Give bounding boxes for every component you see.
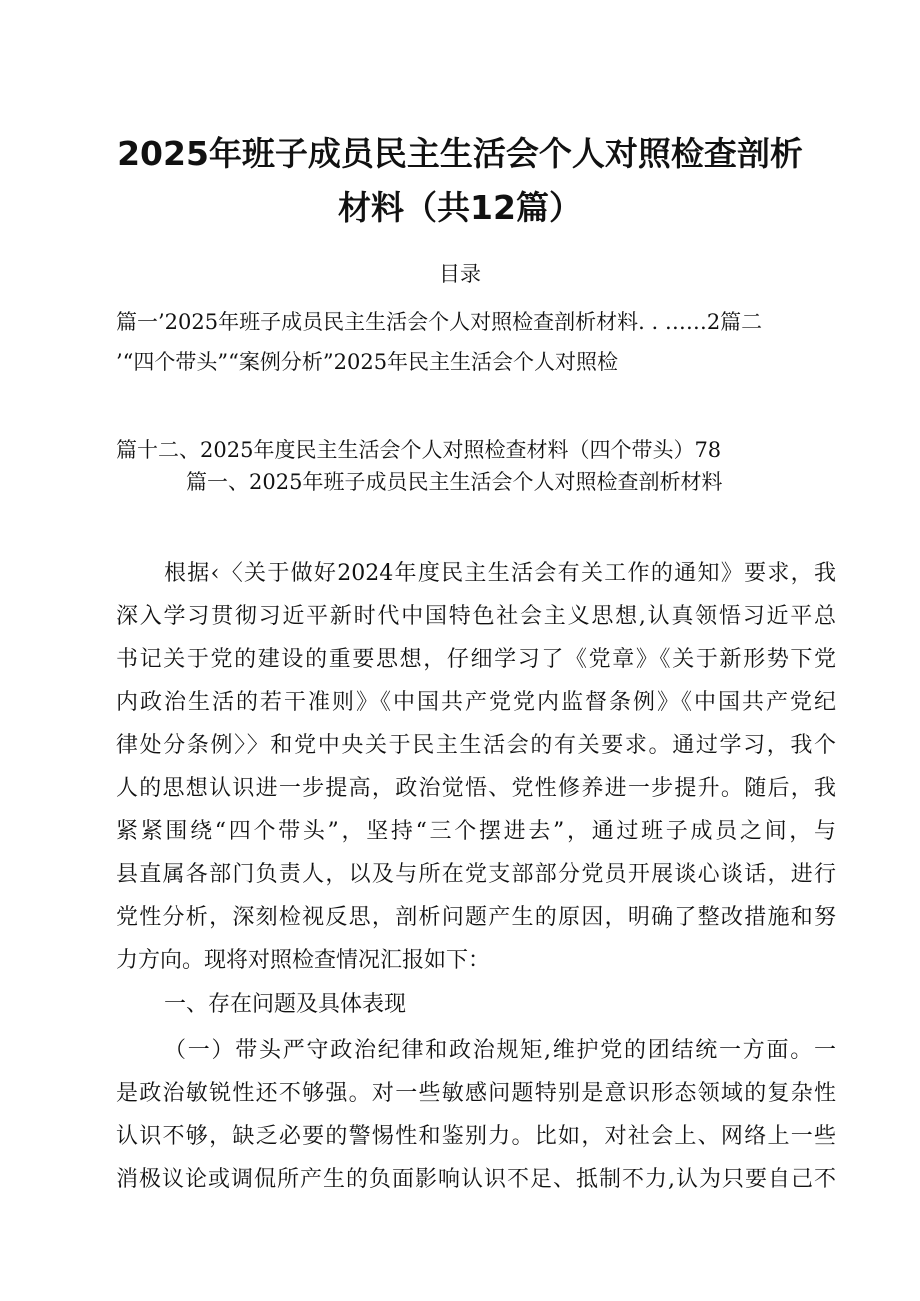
- document-title-line-1: 2025年班子成员民主生活会个人对照检查剖析: [117, 134, 803, 173]
- paragraph-line: 是政治敏锐性还不够强。对一些敏感问题特别是意识形态领域的复杂性: [116, 1081, 836, 1106]
- section-heading-1: 一、存在问题及具体表现: [164, 992, 407, 1017]
- paragraph-line: 律处分条例〉〉和党中央关于民主生活会的有关要求。通过学习，我个: [116, 733, 836, 758]
- toc-heading: 目录: [439, 262, 481, 286]
- toc-entry-line-1: 篇一’2025年班子成员民主生活会个人对照检查剖析材料. . ……2篇二: [116, 310, 763, 334]
- paragraph-line: 消极议论或调侃所产生的负面影响认识不足、抵制不力,认为只要自己不: [116, 1167, 836, 1192]
- paragraph-line: 书记关于党的建设的重要思想，仔细学习了《党章》《关于新形势下党: [116, 647, 836, 672]
- paragraph-line: 党性分析，深刻检视反思，剖析问题产生的原因，明确了整改措施和努: [116, 905, 836, 930]
- paragraph-line: 根据‹〈关于做好2024年度民主生活会有关工作的通知》要求，我: [164, 561, 836, 586]
- paragraph-line: 内政治生活的若干准则》《中国共产党党内监督条例》《中国共产党纪: [116, 690, 836, 715]
- toc-entry-line-3: 篇十二、2025年度民主生活会个人对照检查材料（四个带头）78: [116, 438, 722, 462]
- paragraph-line: 人的思想认识进一步提高，政治觉悟、党性修养进一步提升。随后，我: [116, 776, 836, 801]
- paragraph-line: 深入学习贯彻习近平新时代中国特色社会主义思想,认真领悟习近平总: [116, 604, 836, 629]
- paragraph-line: （一）带头严守政治纪律和政治规矩,维护党的团结统一方面。一: [164, 1038, 836, 1063]
- paragraph-line: 力方向。现将对照检查情况汇报如下：: [116, 948, 491, 973]
- section-title: 篇一、2025年班子成员民主生活会个人对照检查剖析材料: [186, 470, 723, 494]
- paragraph-line: 紧紧围绕“四个带头”，坚持“三个摆进去”，通过班子成员之间，与: [116, 819, 836, 844]
- paragraph-line: 认识不够，缺乏必要的警惕性和鉴别力。比如，对社会上、网络上一些: [116, 1124, 836, 1149]
- toc-entry-line-2: ’“四个带头”“案例分析”2025年民主生活会个人对照检: [116, 350, 619, 374]
- document-title-line-2: 材料（共12篇）: [338, 188, 582, 227]
- paragraph-line: 县直属各部门负责人，以及与所在党支部部分党员开展谈心谈话，进行: [116, 862, 836, 887]
